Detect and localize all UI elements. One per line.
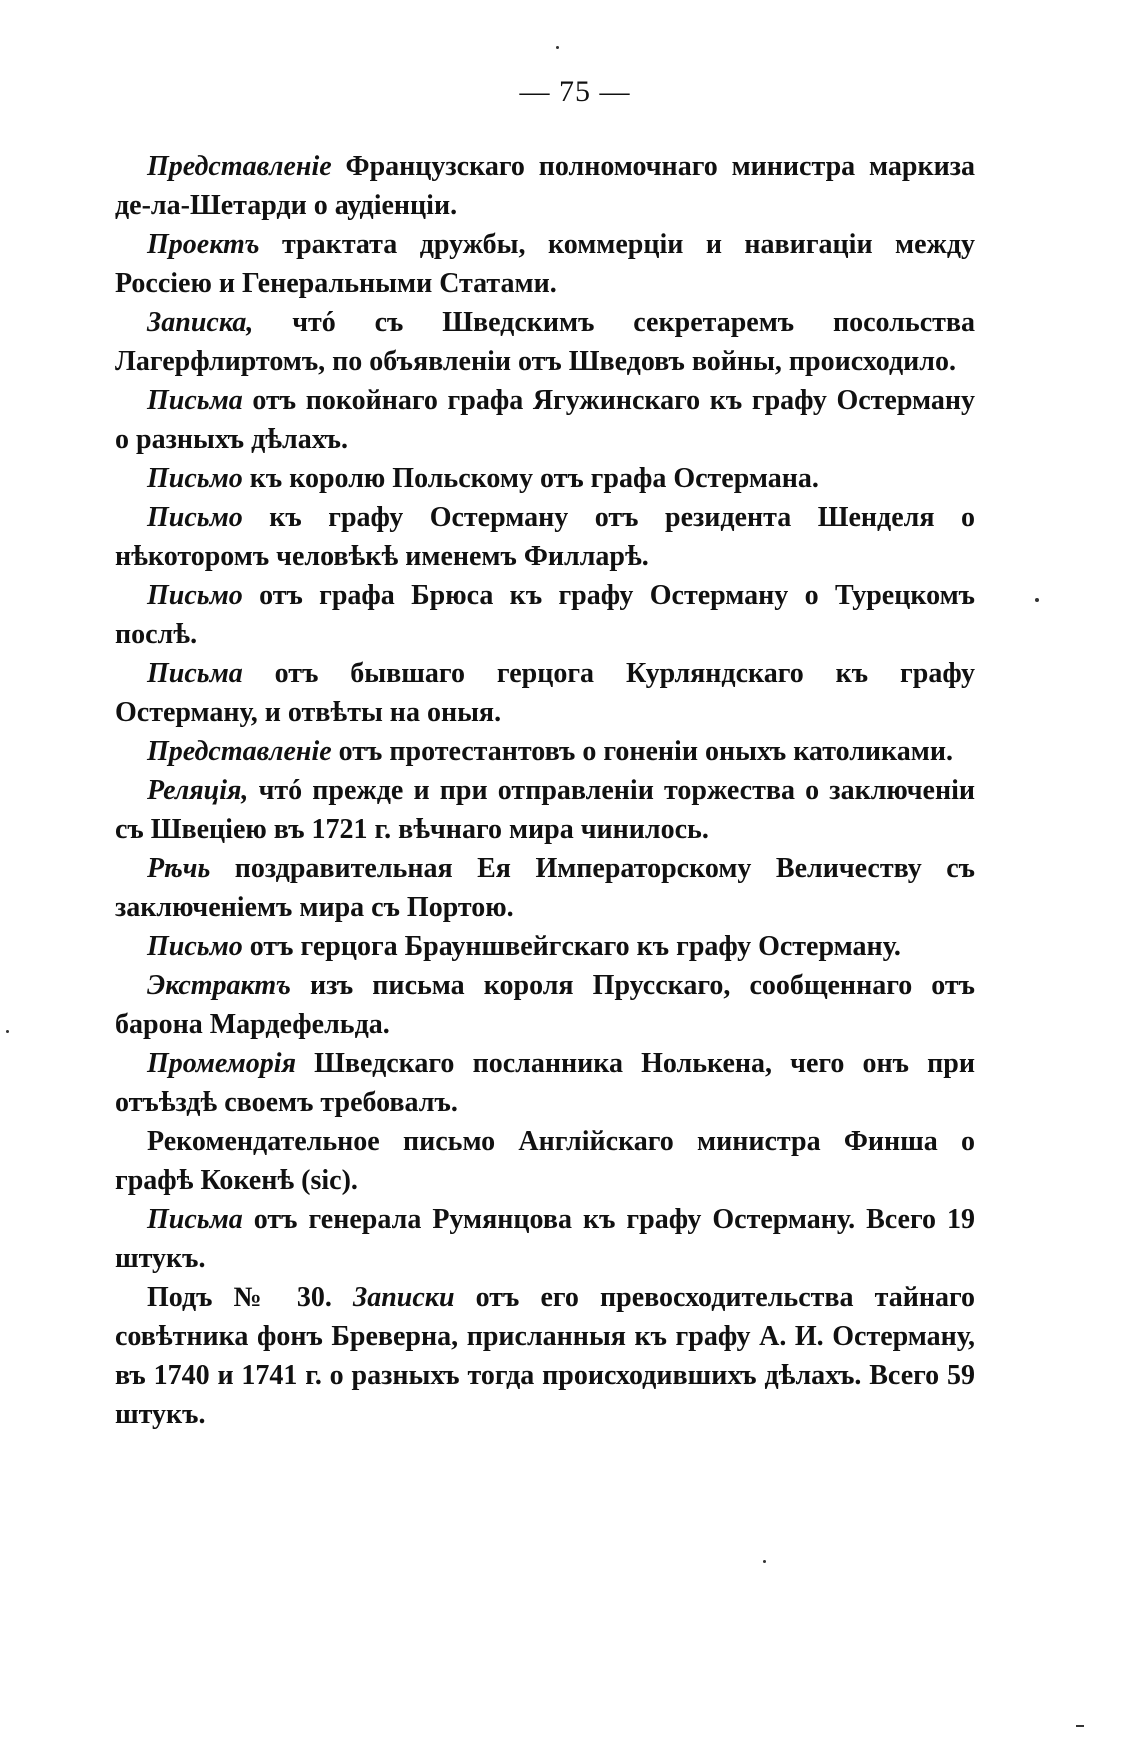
entry-lead: Представленіе: [147, 151, 332, 182]
entry-lead: Письмо: [147, 502, 243, 533]
scan-speck: [763, 1560, 766, 1563]
entry-lead: Письма: [147, 1204, 243, 1235]
entry-final: [115, 1278, 975, 1434]
entry-lead: Письмо: [147, 580, 243, 611]
entry-text: Французскаго полномочнаго министра маркиза де-ла-Шетарди о аудіенціи.: [115, 151, 975, 221]
entry-13: [115, 1044, 975, 1122]
entry-1: [115, 225, 975, 303]
scan-speck: [6, 1030, 9, 1033]
entry-15: [115, 1200, 975, 1278]
entry-text: изъ письма короля Прусскаго, сообщеннаго отъ барона Мардефельда.: [115, 970, 975, 1040]
entry-0: [115, 147, 975, 225]
entry-text: отъ графа Брюса къ графу Остерману о Турецкомъ послѣ.: [115, 580, 975, 650]
document-page: [115, 75, 975, 1434]
scan-speck: [1035, 598, 1039, 602]
entry-lead: Экстрактъ: [147, 970, 291, 1001]
entry-14: [115, 1122, 975, 1200]
entry-lead: Рѣчь: [147, 853, 211, 884]
entry-text: чтó съ Шведскимъ секретаремъ посольства Лагерфлиртомъ, по объявленіи отъ Шведовъ войны, происходило.: [115, 307, 975, 377]
entry-12: [115, 966, 975, 1044]
entry-lead: Письма: [147, 385, 243, 416]
entry-lead: Письмо: [147, 463, 243, 494]
entry-6: [115, 576, 975, 654]
entry-text: отъ бывшаго герцога Курляндскаго къ графу Остерману, и отвѣты на оныя.: [115, 658, 975, 728]
entry-text: поздравительная Ея Императорскому Величеству съ заключеніемъ мира съ Портою.: [115, 853, 975, 923]
entry-lead: Письмо: [147, 931, 243, 962]
entry-3: [115, 381, 975, 459]
scan-speck: [1076, 1725, 1084, 1727]
entry-11: [115, 927, 975, 966]
entry-4: [115, 459, 975, 498]
entry-lead: Письма: [147, 658, 243, 689]
entry-10: [115, 849, 975, 927]
entry-text: къ королю Польскому отъ графа Остермана.: [242, 463, 819, 494]
entries-list: [115, 147, 975, 1434]
entry-text: отъ генерала Румянцова къ графу Остерману. Всего 19 штукъ.: [115, 1204, 975, 1274]
entry-lead: Записки: [352, 1282, 455, 1313]
entry-9: [115, 771, 975, 849]
entry-lead: Записка,: [147, 307, 254, 338]
entry-text: отъ протестантовъ о гоненіи оныхъ католиками.: [331, 736, 953, 767]
entry-8: [115, 732, 975, 771]
entry-lead: Представленіе: [147, 736, 332, 767]
entry-text: Рекомендательное письмо Англійскаго министра Финша о графѣ Кокенѣ (sic).: [115, 1126, 975, 1196]
entry-text: отъ герцога Брауншвейгскаго къ графу Остерману.: [242, 931, 901, 962]
entry-lead: Реляція,: [147, 775, 249, 806]
entry-2: [115, 303, 975, 381]
scan-speck: [556, 46, 559, 49]
entry-7: [115, 654, 975, 732]
entry-5: [115, 498, 975, 576]
entry-lead: Промеморія: [147, 1048, 297, 1079]
entry-text: къ графу Остерману отъ резидента Шенделя о нѣкоторомъ человѣкѣ именемъ Филларѣ.: [115, 502, 975, 572]
entry-text: чтó прежде и при отправленіи торжества о заключеніи съ Швеціею въ 1721 г. вѣчнаго мира чинилось.: [115, 775, 975, 845]
entry-lead: Проектъ: [147, 229, 260, 260]
entry-text: отъ покойнаго графа Ягужинскаго къ графу Остерману о разныхъ дѣлахъ.: [115, 385, 975, 455]
page-number: — 75 —: [519, 75, 631, 108]
entry-prefix: Подъ № 30.: [147, 1282, 353, 1313]
entry-text: отъ его превосходительства тайнаго совѣтника фонъ Бреверна, присланныя къ графу А. И. Остерману, въ 1740 и 1741 г. о разныхъ тогда происходившихъ дѣлахъ. Всего 59 штукъ.: [115, 1282, 975, 1430]
entry-text: трактата дружбы, коммерціи и навигаціи между Россіею и Генеральными Статами.: [115, 229, 975, 299]
entry-text: Шведскаго посланника Нолькена, чего онъ при отъѣздѣ своемъ требовалъ.: [115, 1048, 975, 1118]
